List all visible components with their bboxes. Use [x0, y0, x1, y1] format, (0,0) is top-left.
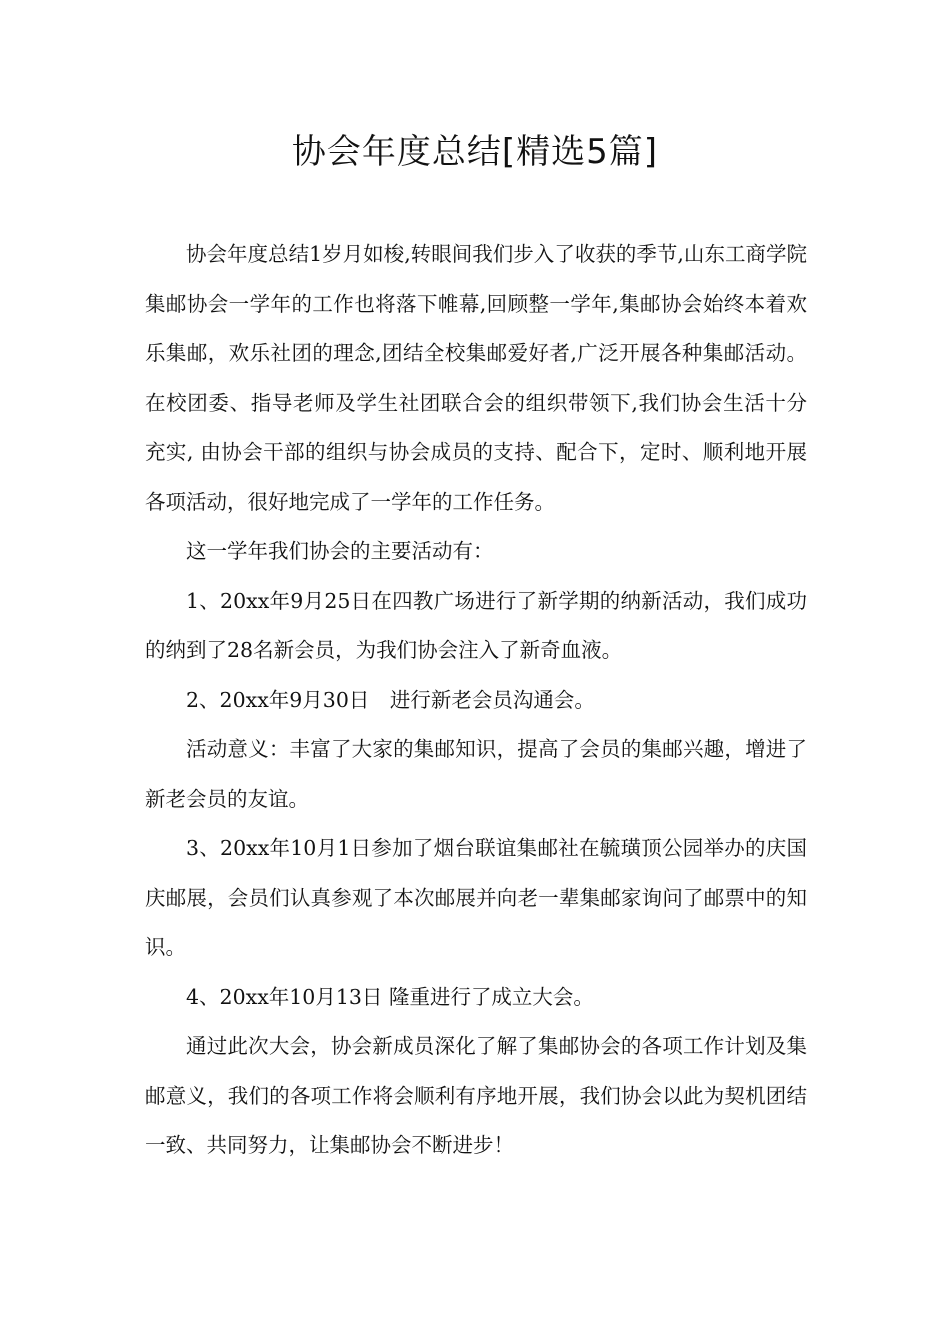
paragraph-activity-4-result: 通过此次大会，协会新成员深化了解了集邮协会的各项工作计划及集邮意义，我们的各项工作将会顺利有序地开展，我们协会以此为契机团结一致、共同努力，让集邮协会不断进步！ — [145, 1034, 807, 1157]
paragraph-activity-3: 3、20xx年10月1日参加了烟台联谊集邮社在毓璜顶公园举办的庆国庆邮展，会员们认真参观了本次邮展并向老一辈集邮家询问了邮票中的知识。 — [145, 836, 807, 959]
paragraph-activity-2: 2、20xx年9月30日 进行新老会员沟通会。 — [186, 687, 595, 712]
document-title: 协会年度总结[精选5篇] — [291, 132, 659, 172]
paragraph-activity-2-meaning: 活动意义：丰富了大家的集邮知识，提高了会员的集邮兴趣，增进了新老会员的友谊。 — [145, 737, 807, 811]
document-body — [145, 230, 807, 1171]
paragraph-activities-heading: 这一学年我们协会的主要活动有： — [186, 539, 494, 563]
paragraph-intro: 协会年度总结1岁月如梭,转眼间我们步入了收获的季节,山东工商学院集邮协会一学年的工作也将落下帷幕,回顾整一学年,集邮协会始终本着欢乐集邮，欢乐社团的理念,团结全校集邮爱好者,广泛开展各种集邮活动。在校团委、指导老师及学生社团联合会的组织带领下,我们协会生活十分充实, 由协会干部的组织与协会成员的支持、配合下，定时、顺利地开展各项活动，很好地完成了一学年的工作任务。 — [145, 242, 807, 514]
paragraph-activity-1: 1、20xx年9月25日在四教广场进行了新学期的纳新活动，我们成功的纳到了28名新会员，为我们协会注入了新奇血液。 — [145, 588, 807, 662]
paragraph-activity-4: 4、20xx年10月13日 隆重进行了成立大会。 — [186, 984, 594, 1009]
